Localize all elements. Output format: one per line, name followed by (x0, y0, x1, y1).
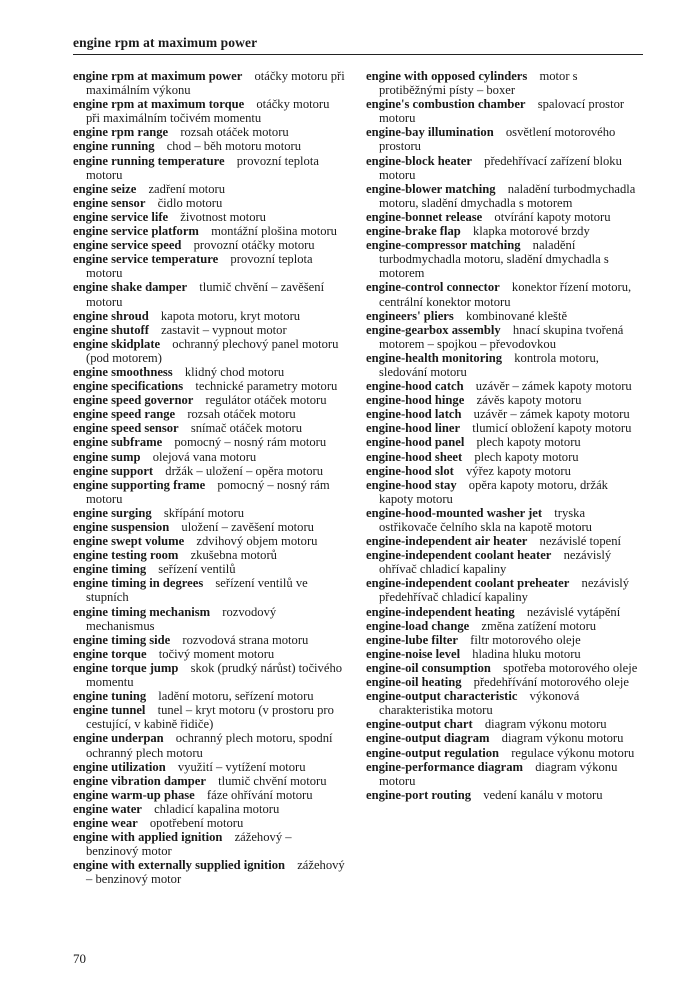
entry-definition: čidlo motoru (157, 195, 223, 210)
entry-term: engine skidplate (73, 336, 161, 351)
entry-definition: ladění motoru, seřízení motoru (158, 689, 314, 704)
entry-term: engine with applied ignition (73, 830, 223, 845)
dictionary-entry (73, 788, 345, 802)
entry-definition: pomocný – nosný rám motoru (86, 477, 330, 506)
dictionary-entry (73, 450, 345, 464)
entry-term: engine-hood-mounted washer jet (366, 505, 543, 520)
entry-definition: tunel – kryt motoru (v prostoru pro cestující, v kabině řidiče) (86, 703, 334, 732)
entry-definition: osvětlení motorového prostoru (379, 125, 616, 154)
entry-definition: výkonová charakteristika motoru (379, 689, 580, 718)
dictionary-entry (73, 830, 345, 858)
entry-term: engine-independent heating (366, 604, 515, 619)
entry-term: engine-load change (366, 618, 470, 633)
dictionary-entry (366, 647, 638, 661)
dictionary-entry (366, 280, 638, 308)
entry-term: engine timing (73, 562, 147, 577)
dictionary-entry (366, 633, 638, 647)
dictionary-entry (366, 210, 638, 224)
entry-term: engine timing mechanism (73, 604, 211, 619)
entry-definition: závěs kapoty motoru (476, 393, 582, 408)
dictionary-entry (366, 675, 638, 689)
entry-definition: životnost motoru (180, 209, 266, 224)
entry-term: engine-hood latch (366, 407, 462, 422)
dictionary-entry (366, 548, 638, 576)
entry-definition: hladina hluku motoru (472, 646, 581, 661)
entry-definition: zážehový – benzinový motor (86, 858, 345, 887)
entry-definition: otáčky motoru při maximálním točivém momentu (86, 97, 330, 126)
entry-term: engine's combustion chamber (366, 97, 526, 112)
entry-term: engine-port routing (366, 787, 472, 802)
dictionary-entry (73, 703, 345, 731)
entry-definition: zdvihový objem motoru (196, 534, 318, 549)
dictionary-entry (73, 280, 345, 308)
entry-definition: chladicí kapalina motoru (154, 801, 280, 816)
entry-term: engine-control connector (366, 280, 500, 295)
entry-term: engine-health monitoring (366, 350, 503, 365)
dictionary-entry (366, 393, 638, 407)
dictionary-entry (73, 576, 345, 604)
dictionary-entry (73, 858, 345, 886)
entry-term: engine service temperature (73, 252, 219, 267)
entry-definition: uzávěr – zámek kapoty motoru (475, 379, 632, 394)
entry-definition: fáze ohřívání motoru (206, 787, 313, 802)
dictionary-entry (366, 746, 638, 760)
dictionary-entry (73, 379, 345, 393)
entry-definition: rozsah otáček motoru (187, 407, 296, 422)
dictionary-entry (73, 393, 345, 407)
entry-definition: regulace výkonu motoru (511, 745, 635, 760)
entry-definition: ochranný plechový panel motoru (pod motorem) (86, 336, 339, 365)
entry-definition: nezávislý ohřívač chladicí kapaliny (379, 548, 612, 577)
entry-term: engine-hood slot (366, 463, 454, 478)
entry-term: engine timing side (73, 632, 171, 647)
entry-definition: hnací skupina tvořená motorem – spojkou – převodovkou (379, 322, 624, 351)
entry-term: engine-independent coolant preheater (366, 576, 570, 591)
entry-definition: snímač otáček motoru (190, 421, 303, 436)
entry-term: engine testing room (73, 548, 179, 563)
dictionary-entry (366, 97, 638, 125)
entry-definition: montážní plošina motoru (211, 224, 337, 239)
entry-definition: seřízení ventilů ve stupních (86, 576, 308, 605)
dictionary-entry (366, 605, 638, 619)
dictionary-entry (366, 576, 638, 604)
entry-definition: otáčky motoru při maximálním výkonu (86, 69, 345, 98)
entry-term: engine service life (73, 209, 169, 224)
dictionary-entry (73, 97, 345, 125)
entry-term: engine-performance diagram (366, 759, 524, 774)
entry-term: engine-bay illumination (366, 125, 494, 140)
entry-term: engine with externally supplied ignition (73, 858, 286, 873)
entry-term: engine running temperature (73, 153, 225, 168)
entry-definition: klidný chod motoru (184, 364, 285, 379)
entry-definition: tlumič chvění motoru (218, 773, 327, 788)
dictionary-entry (73, 464, 345, 478)
entry-definition: filtr motorového oleje (470, 632, 581, 647)
entry-term: engine utilization (73, 759, 166, 774)
entry-term: engine speed range (73, 407, 176, 422)
dictionary-entry (366, 760, 638, 788)
entry-term: engine-hood sheet (366, 449, 463, 464)
entry-definition: regulátor otáček motoru (205, 393, 327, 408)
dictionary-entry (73, 154, 345, 182)
entry-term: engine-hood catch (366, 379, 464, 394)
entry-definition: spalovací prostor motoru (379, 97, 625, 126)
entry-definition: držák – uložení – opěra motoru (165, 463, 324, 478)
entry-definition: motor s protiběžnými písty – boxer (379, 69, 578, 98)
entry-term: engine-blower matching (366, 181, 496, 196)
dictionary-entry (73, 435, 345, 449)
entry-term: engine-hood liner (366, 421, 461, 436)
entry-term: engine-independent air heater (366, 534, 528, 549)
entry-definition: předehřívací zařízení bloku motoru (379, 153, 622, 182)
entry-term: engine rpm at maximum power (73, 69, 243, 83)
entry-term: engine swept volume (73, 534, 185, 549)
entry-term: engine tuning (73, 689, 147, 704)
entry-definition: provozní teplota motoru (86, 153, 319, 182)
left-column (73, 69, 345, 886)
running-head: engine rpm at maximum power (73, 35, 258, 50)
entry-term: engine suspension (73, 520, 170, 534)
dictionary-entry (366, 224, 638, 238)
entry-term: engine rpm at maximum torque (73, 97, 245, 112)
dictionary-entry (73, 548, 345, 562)
dictionary-entry (73, 802, 345, 816)
entry-term: engine sensor (73, 195, 146, 210)
entry-definition: klapka motorové brzdy (472, 224, 590, 239)
dictionary-entry (73, 210, 345, 224)
entry-definition: pomocný – nosný rám motoru (174, 435, 327, 450)
entry-definition: otvírání kapoty motoru (494, 209, 611, 224)
entry-definition: kapota motoru, kryt motoru (160, 308, 301, 323)
entry-definition: diagram výkonu motoru (501, 731, 624, 746)
dictionary-entry (366, 464, 638, 478)
entry-definition: konektor řízení motoru, centrální konektor motoru (379, 280, 632, 309)
entry-definition: změna zatížení motoru (481, 618, 597, 633)
dictionary-entry (366, 125, 638, 153)
entry-term: engine-oil consumption (366, 660, 491, 675)
entry-term: engine-oil heating (366, 675, 462, 690)
page-number: 70 (73, 951, 86, 966)
entry-definition: uložení – zavěšení motoru (181, 520, 314, 534)
dictionary-entry (73, 633, 345, 647)
dictionary-entry (73, 182, 345, 196)
dictionary-entry (366, 407, 638, 421)
entry-term: engine-compressor matching (366, 238, 521, 253)
entry-definition: zkušebna motorů (190, 548, 277, 563)
entry-term: engine tunnel (73, 703, 146, 718)
entry-definition: naladění turbodmychadla motoru, sladění dmychadla s motorem (379, 238, 609, 281)
entry-definition: skřípání motoru (163, 505, 244, 520)
entry-term: engine supporting frame (73, 477, 206, 492)
dictionary-entry (366, 69, 638, 97)
dictionary-entry (366, 435, 638, 449)
entry-definition: ochranný plech motoru, spodní ochranný plech motoru (86, 731, 333, 760)
entry-term: engine water (73, 801, 142, 816)
entry-definition: technické parametry motoru (195, 379, 338, 394)
dictionary-entry (366, 309, 638, 323)
dictionary-entry (73, 139, 345, 153)
dictionary-entry (73, 196, 345, 210)
entry-term: engine timing in degrees (73, 576, 204, 591)
dictionary-entry (366, 534, 638, 548)
entry-definition: nezávislé vytápění (526, 604, 621, 619)
header-rule (73, 54, 643, 55)
entry-term: engine with opposed cylinders (366, 69, 528, 83)
dictionary-entry (73, 125, 345, 139)
entry-term: engineers' pliers (366, 308, 454, 323)
entry-definition: chod – běh motoru motoru (166, 139, 302, 154)
entry-definition: rozsah otáček motoru (180, 125, 289, 140)
entry-definition: tlumicí obložení kapoty motoru (472, 421, 632, 436)
dictionary-entry (366, 421, 638, 435)
entry-term: engine running (73, 139, 155, 154)
dictionary-entry (73, 816, 345, 830)
dictionary-entry (73, 407, 345, 421)
entry-definition: opotřebení motoru (149, 815, 244, 830)
dictionary-entry (73, 238, 345, 252)
dictionary-entry (366, 717, 638, 731)
dictionary-entry (73, 478, 345, 506)
entry-definition: naladění turbodmychadla motoru, sladění dmychadla s motorem (379, 181, 636, 210)
dictionary-entry (73, 421, 345, 435)
entry-definition: tryska ostřikovače čelního skla na kapotě motoru (379, 505, 592, 534)
dictionary-entry (366, 450, 638, 464)
entry-definition: zadření motoru (148, 181, 226, 196)
entry-definition: provozní otáčky motoru (193, 238, 315, 253)
entry-term: engine shutoff (73, 322, 149, 337)
dictionary-entry (366, 154, 638, 182)
entry-definition: zastavit – vypnout motor (161, 322, 287, 337)
entry-term: engine seize (73, 181, 137, 196)
entry-definition: zážehový – benzinový motor (86, 830, 292, 859)
entry-definition: nezávislé topení (539, 534, 622, 549)
entry-term: engine sump (73, 449, 141, 464)
dictionary-entry (73, 323, 345, 337)
dictionary-entry (73, 731, 345, 759)
entry-term: engine-output characteristic (366, 689, 518, 704)
entry-term: engine-lube filter (366, 632, 458, 647)
dictionary-entry (366, 182, 638, 210)
entry-term: engine surging (73, 505, 152, 520)
entry-term: engine rpm range (73, 125, 169, 140)
entry-term: engine-output chart (366, 717, 473, 732)
entry-term: engine shake damper (73, 280, 188, 295)
dictionary-entry (73, 661, 345, 689)
entry-term: engine underpan (73, 731, 164, 746)
dictionary-entry (366, 788, 638, 802)
dictionary-entry (73, 774, 345, 788)
entry-definition: tlumič chvění – zavěšení motoru (86, 280, 325, 309)
entry-term: engine-output regulation (366, 745, 500, 760)
entry-term: engine vibration damper (73, 773, 206, 788)
dictionary-entry (73, 224, 345, 238)
entry-term: engine-bonnet release (366, 209, 483, 224)
entry-definition: seřízení ventilů (158, 562, 236, 577)
entry-term: engine shroud (73, 308, 149, 323)
entry-term: engine-independent coolant heater (366, 548, 552, 563)
entry-definition: točivý moment motoru (158, 646, 275, 661)
entry-definition: rozvodová strana motoru (182, 632, 309, 647)
dictionary-entry (73, 506, 345, 520)
entry-term: engine wear (73, 815, 138, 830)
dictionary-entry (366, 238, 638, 280)
entry-definition: diagram výkonu motoru (484, 717, 607, 732)
dictionary-entry (73, 562, 345, 576)
entry-definition: uzávěr – zámek kapoty motoru (473, 407, 630, 422)
dictionary-entry (73, 252, 345, 280)
dictionary-entry (73, 605, 345, 633)
entry-term: engine-block heater (366, 153, 472, 168)
entry-term: engine-noise level (366, 646, 461, 661)
entry-term: engine-gearbox assembly (366, 322, 501, 337)
entry-term: engine-brake flap (366, 224, 461, 239)
dictionary-entry (73, 760, 345, 774)
dictionary-entry (73, 69, 345, 97)
entry-term: engine-hood stay (366, 477, 457, 492)
dictionary-entry (73, 647, 345, 661)
entry-definition: využití – vytížení motoru (177, 759, 306, 774)
entry-term: engine service speed (73, 238, 182, 253)
entry-term: engine speed governor (73, 393, 194, 408)
entry-term: engine speed sensor (73, 421, 179, 436)
entry-definition: plech kapoty motoru (476, 435, 581, 450)
dictionary-entry (73, 520, 345, 534)
dictionary-entry (73, 365, 345, 379)
entry-term: engine torque (73, 646, 147, 661)
entry-definition: kontrola motoru, sledování motoru (379, 350, 599, 379)
dictionary-entry (366, 351, 638, 379)
entry-definition: provozní teplota motoru (86, 252, 313, 281)
entry-definition: kombinované kleště (465, 308, 568, 323)
entry-term: engine support (73, 463, 154, 478)
entry-definition: spotřeba motorového oleje (503, 660, 638, 675)
entry-term: engine-hood panel (366, 435, 465, 450)
dictionary-entry (366, 619, 638, 633)
dictionary-entry (73, 689, 345, 703)
entry-definition: diagram výkonu motoru (379, 759, 618, 788)
dictionary-entry (366, 478, 638, 506)
entry-term: engine-hood hinge (366, 393, 465, 408)
entry-term: engine smoothness (73, 364, 173, 379)
entry-definition: opěra kapoty motoru, držák kapoty motoru (379, 477, 608, 506)
entry-definition: plech kapoty motoru (474, 449, 579, 464)
entry-definition: výřez kapoty motoru (465, 463, 571, 478)
entry-definition: nezávislý předehřívač chladicí kapaliny (379, 576, 630, 605)
dictionary-entry (366, 689, 638, 717)
entry-definition: skok (prudký nárůst) točivého momentu (86, 660, 343, 690)
dictionary-entry (73, 309, 345, 323)
dictionary-entry (366, 731, 638, 745)
dictionary-entry (366, 379, 638, 393)
dictionary-entry (73, 337, 345, 365)
dictionary-entry (366, 323, 638, 351)
dictionary-entry (366, 506, 638, 534)
entry-definition: vedení kanálu v motoru (483, 787, 603, 802)
entry-term: engine specifications (73, 379, 184, 394)
entry-definition: olejová vana motoru (152, 449, 257, 464)
right-column (366, 69, 638, 802)
entry-term: engine service platform (73, 224, 199, 239)
dictionary-entry (366, 661, 638, 675)
entry-definition: předehřívání motorového oleje (473, 675, 629, 690)
entry-definition: rozvodový mechanismus (86, 604, 277, 633)
dictionary-entry (73, 534, 345, 548)
entry-term: engine-output diagram (366, 731, 490, 746)
entry-term: engine subframe (73, 435, 163, 450)
entry-term: engine warm-up phase (73, 787, 195, 802)
entry-term: engine torque jump (73, 660, 179, 675)
